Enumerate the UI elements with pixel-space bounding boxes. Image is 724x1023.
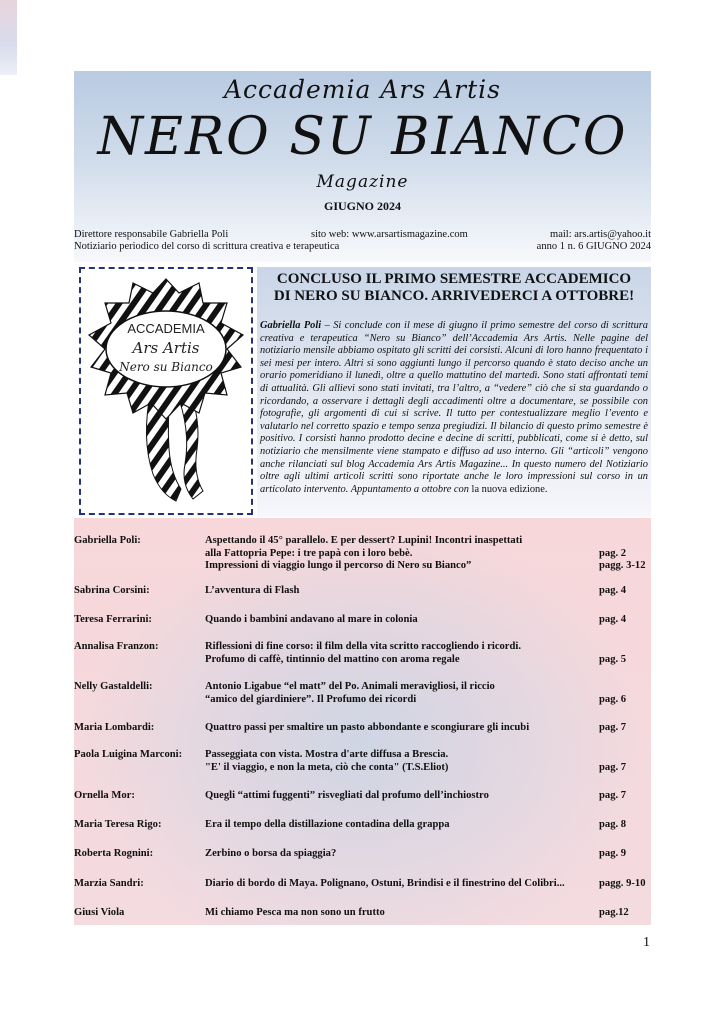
toc-page-ref: pag. 7 <box>599 722 627 733</box>
toc-title-line: Diario di bordo di Maya. Polignano, Ostuni, Brindisi e il finestrino del Colibri... <box>205 878 565 889</box>
toc-title-line: Passeggiata con vista. Mostra d'arte diffusa a Brescia. <box>205 749 449 760</box>
article-title <box>257 271 651 305</box>
logo-text-3: Nero su Bianco <box>119 360 213 374</box>
toc-title-line: Zerbino o borsa da spiaggia? <box>205 848 337 859</box>
toc-page-ref: pag. 2 <box>599 547 627 559</box>
toc-page-ref <box>599 641 626 654</box>
academy-title: Accademia Ars Artis <box>224 75 501 104</box>
toc-titles <box>205 614 418 627</box>
toc-pages <box>599 585 626 598</box>
mail-text: mail: ars.artis@yahoo.it <box>550 229 651 240</box>
table-of-contents <box>74 518 651 925</box>
toc-title-line: Quattro passi per smaltire un pasto abbondante e scongiurare gli incubi <box>205 722 530 733</box>
toc-title-line: Mi chiamo Pesca ma non sono un frutto <box>205 907 385 918</box>
toc-author: Maria Teresa Rigo: <box>74 819 162 830</box>
toc-title-line: “amico del giardiniere”. Il Profumo dei ricordi <box>205 693 417 705</box>
toc-title-line: alla Fattopria Pepe: i tre papà con i loro bebè. <box>205 547 413 559</box>
toc-page-ref: pag. 7 <box>599 761 627 773</box>
toc-titles <box>205 819 450 832</box>
director: Direttore responsabile Gabriella Poli <box>74 229 229 240</box>
toc-pages <box>599 819 626 832</box>
article-title-line-2: DI NERO SU BIANCO. ARRIVEDERCI A OTTOBRE! <box>273 288 635 304</box>
toc-page-ref: pag. 4 <box>599 614 627 625</box>
toc-title-line: Impressioni di viaggio lungo il percorso di Nero su Bianco” <box>205 560 472 571</box>
toc-titles <box>205 722 529 735</box>
lead-article <box>257 267 651 517</box>
website-text: sito web: www.arsartismagazine.com <box>311 229 468 240</box>
toc-author: Sabrina Corsini: <box>74 585 150 596</box>
article-title-line-1: CONCLUSO IL PRIMO SEMESTRE ACCADEMICO <box>276 271 632 287</box>
toc-page-ref <box>599 749 626 762</box>
toc-page-ref <box>599 535 646 548</box>
toc-page-ref: pag.12 <box>599 907 629 918</box>
toc-pages <box>599 681 626 706</box>
toc-titles <box>205 749 448 774</box>
toc-author: Roberta Rognini: <box>74 848 154 859</box>
magazine-title: NERO SU BIANCO <box>97 107 628 167</box>
toc-titles <box>205 790 489 803</box>
toc-titles <box>205 848 336 861</box>
toc-author: Gabriella Poli: <box>74 535 141 546</box>
toc-page-ref: pagg. 3-12 <box>599 560 646 571</box>
toc-author: Giusi Viola <box>74 907 125 918</box>
article-text-end: la nuova edizione. <box>468 483 548 495</box>
toc-titles <box>205 585 299 598</box>
toc-author: Annalisa Franzon: <box>74 641 159 652</box>
issue-date: GIUGNO 2024 <box>323 199 401 213</box>
toc-title-line: Antonio Ligabue “el matt” del Po. Animali meravigliosi, il riccio <box>205 681 495 692</box>
toc-page-ref: pag. 4 <box>599 585 627 596</box>
toc-pages <box>599 535 646 573</box>
toc-author: Teresa Ferrarini: <box>74 614 152 625</box>
logo-text-1: ACCADEMIA <box>127 321 205 336</box>
article-text: – Si conclude con il mese di giugno il primo semestre del corso di scrittura creativa e terapeutica “Nero su Bianco” dell’Accademia Ars Artis. Nelle pagine del notiziario mensile abbiamo ospitato gli scritti dei corsisti. Alcuni di loro hanno frequentato i sei mesi per intero. Altri si sono aggiunti lungo il percorso quando è stato deciso anche un orario pomeridiano il lunedì, oltre a quello mattutino del martedì. Sono stati affrontati temi di attualità. Gli allievi sono stati invitati, tra l’altro, a “vedere” ciò che si sta guardando o ricordando, a osservare i dettagli degli accadimenti oltre a documentare, se possibile con fotografie, gli argomenti di cui si scrive. Il tutto per contestualizzare meglio l’evento e valutarlo nel corretto spazio e tempo senza pregiudizi. Il bilancio di questo primo semestre è positivo. I corsisti hanno prodotto decine e decine di scritti, pubblicati, come si è detto, sul notiziario che mensilmente viene stampato e diffuso ad uso interno. Gli “articoli” vengono anche rilanciati sul blog Accademia Ars Artis Magazine... In questo numero del Notiziario oltre agli ultimi articoli scritti sono riportate anche le loro impressioni sul corso in un articolato intervento. Appuntamento a ottobre con <box>260 320 649 495</box>
toc-pages <box>599 641 626 666</box>
toc-title-line: Riflessioni di fine corso: il film della vita scritto raccogliendo i ricordi. <box>205 641 521 652</box>
toc-pages <box>599 790 626 803</box>
toc-author: Paola Luigina Marconi: <box>74 749 183 760</box>
article-author: Gabriella Poli <box>260 320 322 331</box>
toc-title-line: Quegli “attimi fuggenti” risvegliati dal profumo dell’inchiostro <box>205 790 489 801</box>
periodical-description: Notiziario periodico del corso di scrittura creativa e terapeutica <box>74 241 340 252</box>
logo-text-2: Ars Artis <box>132 339 200 357</box>
toc-page-ref: pag. 6 <box>599 693 627 705</box>
toc-page-ref: pag. 8 <box>599 819 627 830</box>
page-number: 1 <box>643 935 650 950</box>
toc-title-line: Quando i bambini andavano al mare in colonia <box>205 614 418 625</box>
toc-author: Maria Lombardi: <box>74 722 155 733</box>
academy-logo <box>79 267 253 515</box>
toc-page-ref: pagg. 9-10 <box>599 878 646 889</box>
toc-title-line: Era il tempo della distillazione contadina della grappa <box>205 819 450 830</box>
toc-titles <box>205 878 565 891</box>
info-line-2 <box>74 240 651 253</box>
toc-titles <box>205 681 495 706</box>
magazine-subtitle: Magazine <box>316 172 409 192</box>
toc-title-line: Profumo di caffè, tintinnio del mattino con aroma regale <box>205 653 460 665</box>
toc-pages <box>599 614 626 627</box>
striped-rosette-icon <box>81 269 251 513</box>
toc-pages <box>599 907 629 920</box>
toc-pages <box>599 878 646 891</box>
toc-titles <box>205 535 522 573</box>
masthead <box>74 71 651 262</box>
toc-page-ref: pag. 9 <box>599 848 627 859</box>
article-body <box>260 320 648 496</box>
toc-page-ref: pag. 5 <box>599 653 627 665</box>
corner-mark <box>0 0 17 75</box>
toc-page-ref <box>599 681 626 694</box>
toc-author: Ornella Mor: <box>74 790 135 801</box>
toc-title-line: L’avventura di Flash <box>205 585 300 596</box>
toc-page-ref: pag. 7 <box>599 790 627 801</box>
toc-pages <box>599 848 626 861</box>
toc-title-line: Aspettando il 45° parallelo. E per dessert? Lupini! Incontri inaspettati <box>205 535 523 546</box>
toc-title-line: "E' il viaggio, e non la meta, ciò che conta" (T.S.Eliot) <box>205 761 449 773</box>
issue-number: anno 1 n. 6 GIUGNO 2024 <box>536 241 651 252</box>
toc-titles <box>205 907 385 920</box>
toc-pages <box>599 722 626 735</box>
toc-author: Nelly Gastaldelli: <box>74 681 153 692</box>
toc-pages <box>599 749 626 774</box>
toc-titles <box>205 641 521 666</box>
toc-author: Marzia Sandri: <box>74 878 144 889</box>
